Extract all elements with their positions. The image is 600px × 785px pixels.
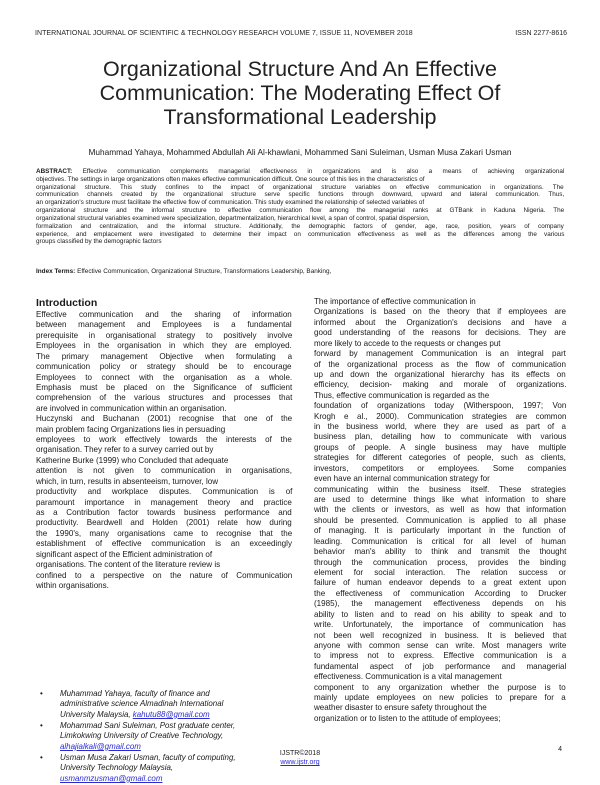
text-line: component to any organization whether the purpose is to: [314, 682, 566, 692]
abstract-label: ABSTRACT:: [36, 168, 73, 175]
right-column: [314, 297, 566, 724]
author-note-line: [60, 731, 292, 741]
text-line: of the organizational process as the flow of communication: [314, 359, 566, 369]
page-number: 4: [558, 746, 562, 753]
text-line: prerequisite in organisational strategy to positively involve: [36, 330, 293, 340]
text-line: should be presented. Communication is applied to all phase: [314, 515, 566, 525]
author-note-text: Usman Musa Zakari Usman, faculty of computing,: [60, 753, 236, 763]
text-line: Krogh e al., 2000). Communication strategies are common: [314, 411, 567, 421]
text-line: of managing. It is particularly important in the function of: [314, 526, 566, 536]
author-note-text: University Malaysia,: [60, 709, 133, 719]
text-line: through the communication process, provides the binding: [314, 557, 566, 567]
author-email-link[interactable]: usmanmzusman@gmail.com: [60, 773, 163, 783]
text-line: Effective communication and the sharing of information: [36, 310, 292, 319]
text-line: Employees in the organisation in which they are employed.: [36, 341, 292, 351]
author-note-line: [60, 699, 292, 709]
journal-website-link[interactable]: www.ijstr.org: [280, 759, 320, 766]
author-note-text: University Technology Malaysia,: [60, 763, 174, 773]
abstract-text: Effective communication complements managerial effectiveness in organizations and is also a means of achieving organizational: [72, 168, 565, 175]
abstract-line: communication channels created by the organizational structure serve specific functions through downward, upward and lateral communication. Thus,: [36, 191, 565, 199]
author-note-line: [60, 774, 292, 784]
text-line: establishment of effective communication is an exceedingly: [36, 539, 292, 549]
author-note: [36, 721, 292, 752]
index-terms: [36, 268, 564, 276]
text-line: (1985), the management effectiveness depends on his: [314, 599, 567, 609]
text-line: the 1990's, many organisations came to recognise that the: [36, 528, 293, 538]
author-affiliations: [36, 689, 292, 785]
text-line: write. Unfortunately, the importance of communication has: [314, 620, 566, 630]
author-note-text: Muhammad Yahaya, faculty of finance and: [60, 689, 210, 698]
bullet-icon: •: [40, 721, 43, 731]
text-line: are used to determine things like what information to share: [314, 495, 566, 505]
text-line: element for social interaction. The relation success or: [314, 567, 566, 577]
text-line: paramount importance in management theory and practice: [36, 497, 292, 507]
text-line: strategies for different categories of people, such as clients,: [314, 453, 566, 463]
title-line: Organizational Structure And An Effective: [102, 57, 497, 81]
author-note-line: [60, 710, 292, 720]
journal-header: [35, 29, 567, 39]
text-line: failure of human endeavor depends to a great extent upon: [314, 578, 567, 588]
text-line: significant aspect of the Efficient administration of: [36, 549, 213, 559]
text-line: The primary management Objective when formulating a: [36, 351, 293, 361]
text-line: organisation. They refer to a survey carried out by: [36, 445, 214, 455]
text-line: to impress not to express. Effective communication is a: [314, 651, 567, 661]
text-line: with the clients or investors, as well as how that information: [314, 505, 567, 515]
text-line: good understanding of the reasons for decisions. They are: [314, 328, 566, 338]
author-note-line: [60, 721, 292, 731]
text-line: attention is not given to communication in organisations,: [36, 466, 292, 476]
abstract-line: objectives. The settings in large organizations often makes effective communication difficult. One source of this lies in the characteristics of: [36, 175, 425, 183]
journal-name: INTERNATIONAL JOURNAL OF SCIENTIFIC & TECHNOLOGY RESEARCH VOLUME 7, ISSUE 11, NOVEMBER 2018: [35, 30, 413, 37]
text-line: leading. Communication is critical for all level of human: [314, 536, 566, 546]
text-line: main problem facing Organizations lies in persuading: [36, 424, 226, 434]
text-line: anyone with common sense can write. Most managers write: [314, 640, 567, 650]
text-line: even have an internal communication strategy for: [314, 474, 490, 484]
text-line: groups of people. A single business may have multiple: [314, 442, 567, 452]
text-line: not been well recognized in business. It is believed that: [314, 630, 567, 640]
left-column: [36, 297, 292, 591]
author-note-line: [60, 689, 292, 699]
abstract-line: groups classified by the demographic factors: [36, 238, 162, 246]
abstract-line: [36, 168, 564, 176]
text-line: in the business world, where they are used as part of a: [314, 422, 567, 432]
text-line: Thus, effective communication is regarded as the: [314, 390, 490, 400]
text-line: which, in turn, results in absenteeism, turnover, low: [36, 476, 219, 486]
text-line: confined to a perspective on the nature of Communication: [36, 570, 293, 580]
text-line: employees to work effectively towards the interests of the: [36, 435, 292, 445]
title-line: Communication: The Moderating Effect Of: [99, 81, 501, 105]
bullet-icon: •: [40, 753, 43, 763]
abstract-line: an organization's structure must facilitate the effective flow of communication. This study examined the relationship of selected variables of: [36, 199, 425, 207]
text-line: Employees to connect with the organisation as a whole.: [36, 372, 293, 382]
text-line: more likely to accede to the requests or changes put: [314, 338, 501, 348]
text-line: communicating within the business itself. These strategies: [314, 484, 566, 494]
paper-title: [40, 57, 560, 129]
abstract-line: experience, and emplacement were investigated to determine their impact on communication effectiveness as well as the differences among the various: [36, 230, 565, 238]
author-email-link[interactable]: kahutu88@gmail.com: [132, 709, 210, 719]
author-note: [36, 689, 292, 720]
text-line: mainly update employees on new policies to prepare for a: [314, 693, 566, 703]
text-line: business plan, detailing how to communicate with various: [314, 432, 567, 442]
author-email-link[interactable]: alhajialkali@gmail.com: [60, 741, 141, 751]
text-line: up and down the organizational hierarchy has its effects on: [314, 369, 566, 379]
text-line: Organizations is based on the theory that if employees are: [314, 307, 567, 317]
text-line: informed about the Organization's decisions and have a: [314, 317, 567, 327]
text-line: Katherine Burke (1999) who Concluded that adequate: [36, 455, 229, 465]
author-note-text: administrative science Almadinah International: [60, 699, 224, 709]
text-line: investors, competitors or employees. Some companies: [314, 463, 567, 473]
text-line: within organisations.: [36, 580, 109, 590]
index-terms-text: Effective Communication, Organizational Structure, Transformations Leadership, Banking,: [75, 268, 332, 275]
text-line: efficiency, decision- making and morale of organizations.: [314, 380, 567, 390]
title-line: Transformational Leadership: [163, 105, 437, 129]
abstract-line: organizational structure. This study confines to the impact of organizational structure variables on effective communication in organizations. The: [36, 183, 564, 191]
text-line: behavior man's ability to think and transmit the thought: [314, 547, 567, 557]
text-line: comprehension of the various structures and processes that: [36, 393, 293, 403]
author-note-text: Mohammad Sani Suleiman, Post graduate center,: [60, 721, 236, 731]
copyright-code: IJSTR©2018: [279, 750, 321, 757]
text-line: ability to listen and to read on his ability to speak and to: [314, 609, 567, 619]
text-line: fundamental aspect of job performance and managerial: [314, 661, 567, 671]
text-line: organisations. The content of the literature review is: [36, 560, 221, 570]
text-line: communication policy or strategy should be to encourage: [36, 362, 292, 372]
text-line: Emphasis must be placed on the Significance of sufficient: [36, 382, 293, 392]
text-line: productivity and workplace disputes. Communication is of: [36, 487, 293, 497]
abstract-line: formalization and centralization, and the informal structure. Additionally, the demographic factors of gender, age, race, position, years of company: [36, 222, 564, 230]
text-line: are involved in communication within an organisation.: [36, 403, 227, 413]
page-footer: [0, 749, 600, 767]
abstract-line: organizational structure and the informal structure to effective communication flow among the managerial ranks at GTBank in Kaduna Nigeria. The: [36, 207, 565, 215]
text-line: productivity. Beardwell and Holden (2001) relate how during: [36, 518, 292, 528]
text-line: organization or to listen to the attitude of employees;: [314, 713, 501, 723]
abstract: [36, 168, 564, 246]
text-line: weather disaster to ensure safety throughout the: [314, 703, 487, 713]
index-terms-label: Index Terms:: [36, 268, 76, 275]
abstract-line: organizational structural variables examined were specialization, departmentalization, hierarchical level, a span of control, spatial dispersion,: [36, 214, 430, 222]
author-list: Muhammad Yahaya, Mohammed Abdullah Ali Al-khawlani, Mohammed Sani Suleiman, Usman Musa Zakari Usman: [88, 147, 512, 157]
text-line: The importance of effective communication in: [314, 297, 476, 306]
author-note-text: Limkokwing University of Creative Technology,: [60, 731, 224, 741]
text-line: foundation of organizations today (Witherspoon, 1997; Von: [314, 401, 567, 411]
text-line: the effectiveness of communication According to Drucker: [314, 588, 567, 598]
bullet-icon: •: [40, 689, 43, 698]
text-line: between management and Employees is a fundamental: [36, 320, 292, 330]
text-line: as a Contribution factor towards business performance and: [36, 508, 292, 518]
text-line: effectiveness. Communication is a vital management: [314, 672, 502, 682]
section-heading: Introduction: [36, 297, 98, 309]
text-line: Huczynski and Buchanan (2001) recognise that one of the: [36, 414, 293, 424]
text-line: forward by management Communication is an integral part: [314, 349, 566, 359]
issn: ISSN 2277-8616: [515, 30, 567, 37]
